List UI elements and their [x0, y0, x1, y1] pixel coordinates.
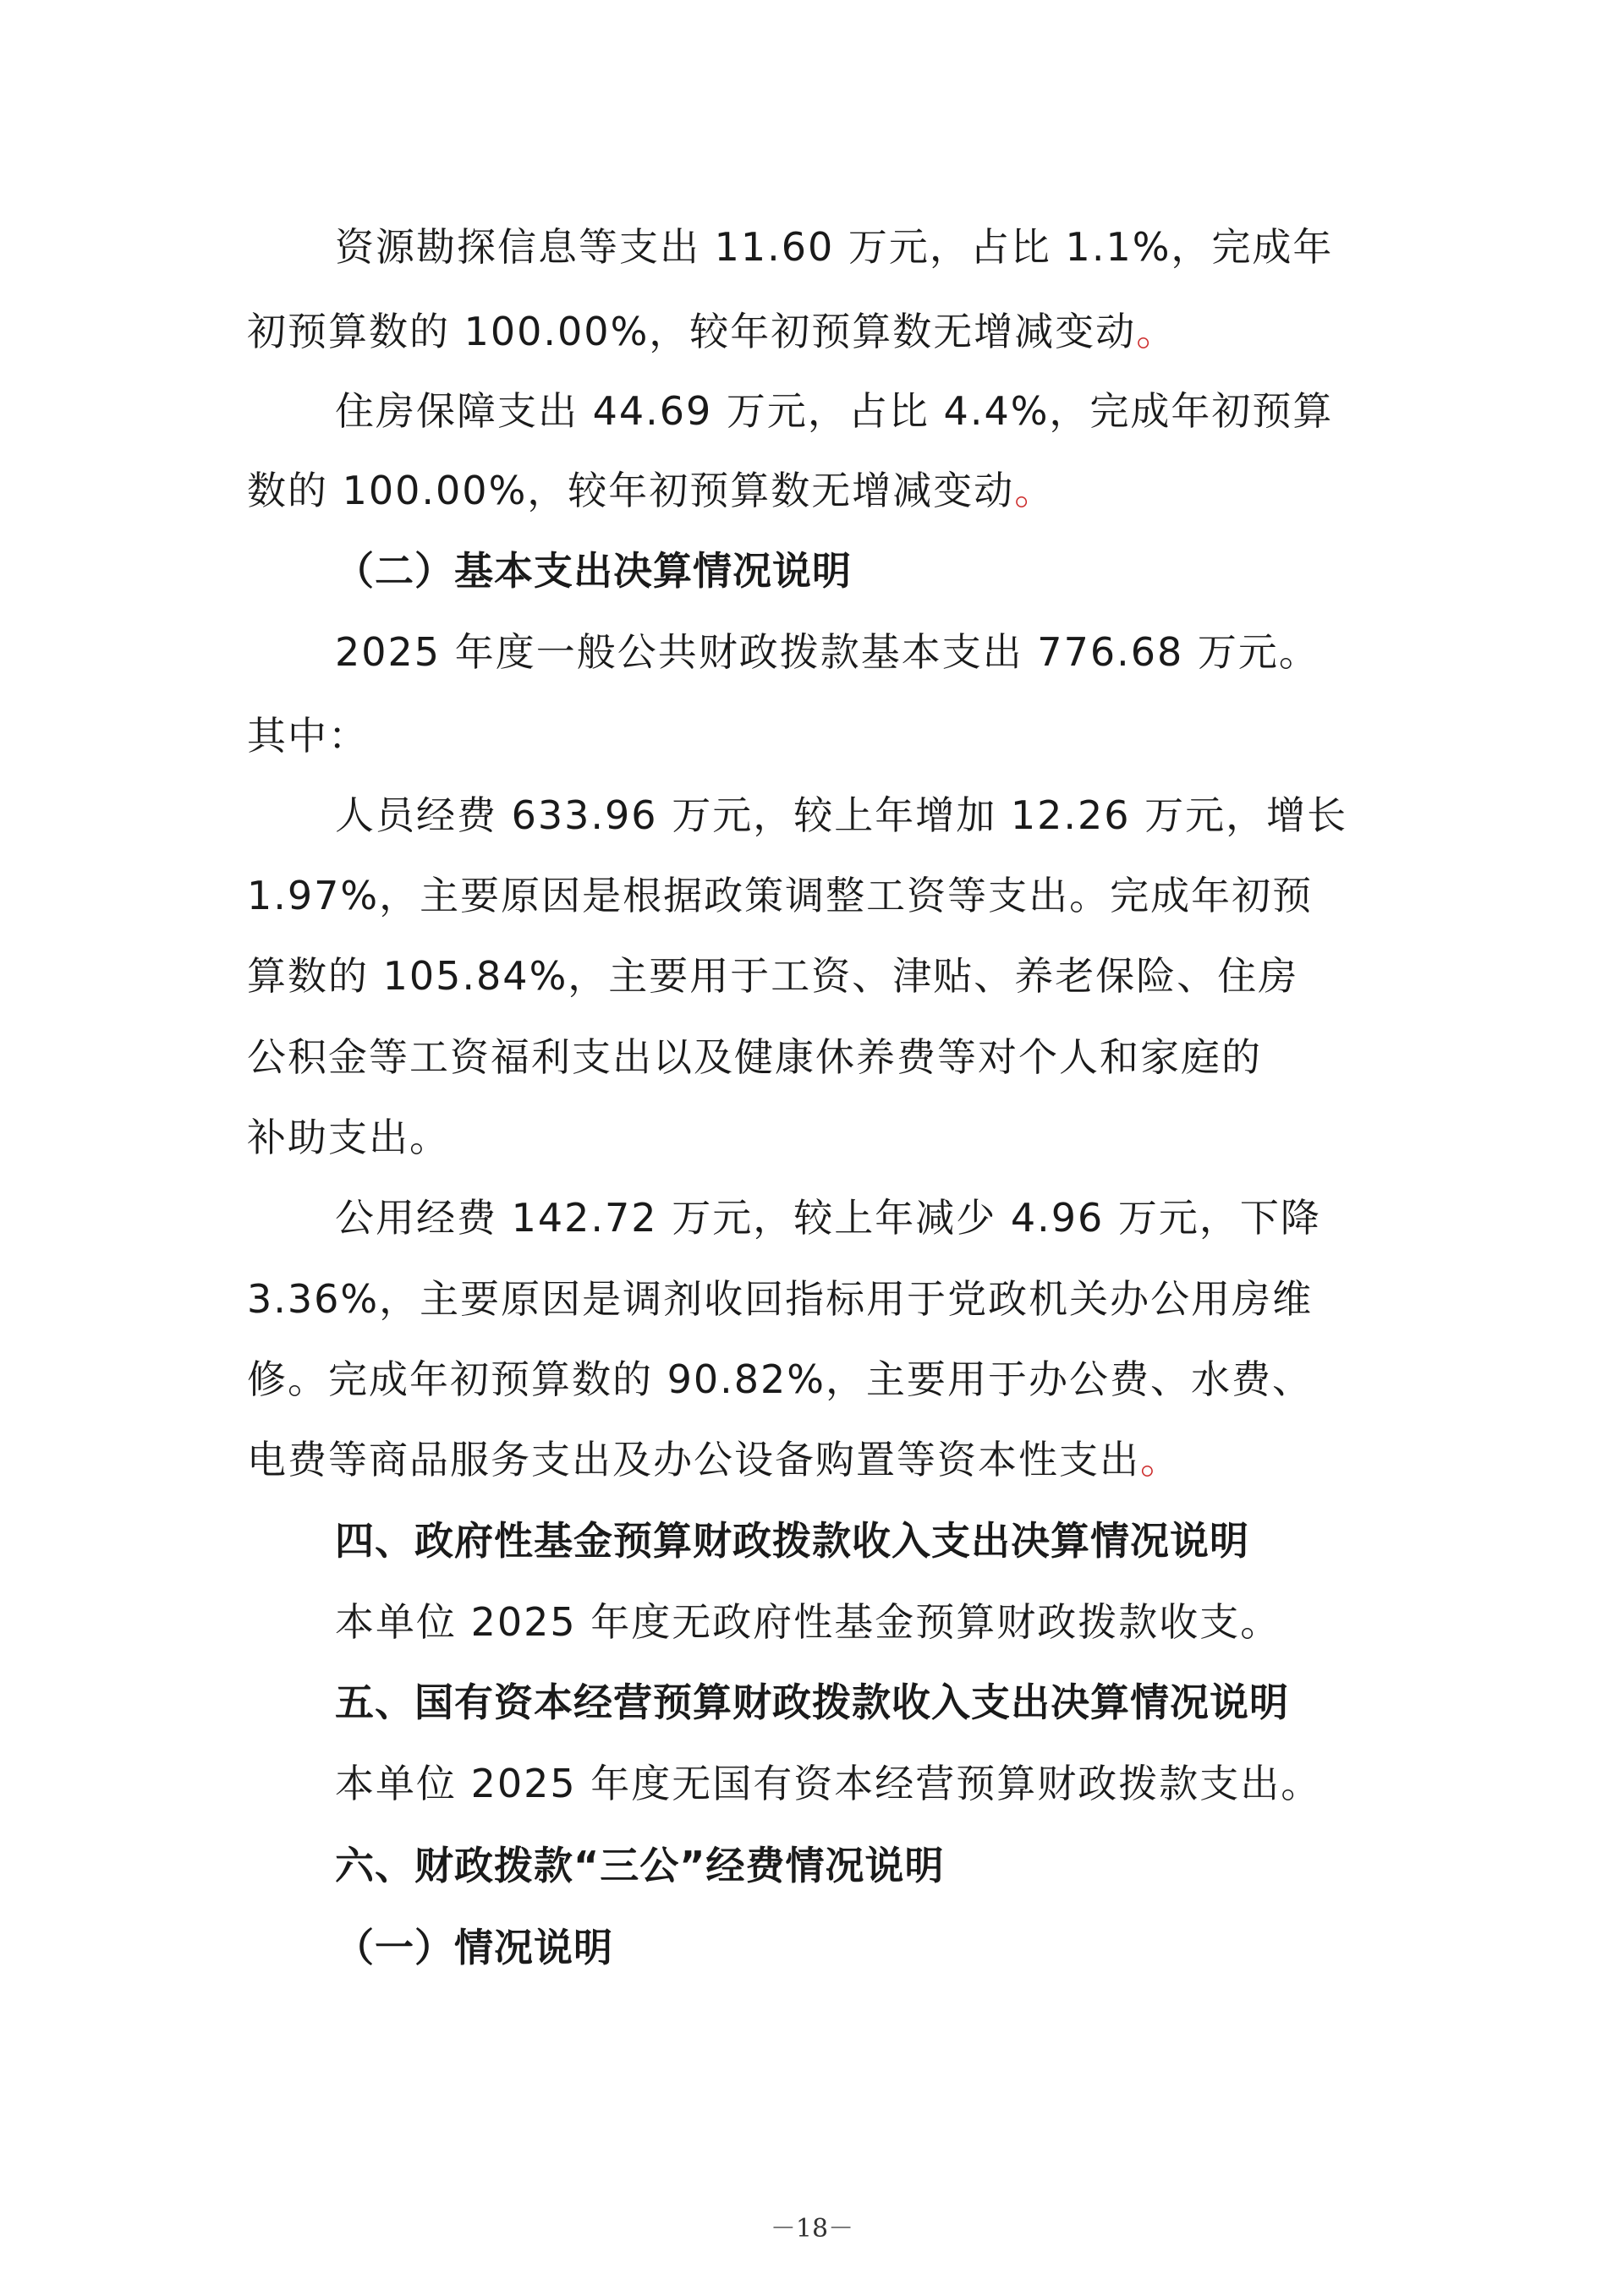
- section-heading: 四、政府性基金预算财政拨款收入支出决算情况说明: [335, 1518, 1249, 1564]
- body-text: 电费等商品服务支出及办公设备购置等资本性支出: [247, 1437, 1140, 1482]
- section-subheading: （二）基本支出决算情况说明: [335, 548, 852, 594]
- body-text: 初预算数的 100.00%，较年初预算数无增减变动: [247, 309, 1137, 354]
- body-line: 公积金等工资福利支出以及健康休养费等对个人和家庭的: [247, 1034, 1262, 1080]
- body-line: 人员经费 633.96 万元，较上年增加 12.26 万元，增长: [335, 792, 1348, 838]
- section-heading: 五、国有资本经营预算财政拨款收入支出决算情况说明: [335, 1680, 1289, 1725]
- body-line: 2025 年度一般公共财政拨款基本支出 776.68 万元。: [335, 629, 1320, 675]
- body-line: 本单位 2025 年度无国有资本经营预算财政拨款支出。: [335, 1761, 1322, 1806]
- body-line: 3.36%，主要原因是调剂收回指标用于党政机关办公用房维: [247, 1276, 1314, 1322]
- body-line: 住房保障支出 44.69 万元，占比 4.4%，完成年初预算: [335, 388, 1334, 434]
- red-punctuation: 。: [1140, 1437, 1181, 1482]
- body-line: 补助支出。: [247, 1115, 450, 1160]
- body-line: [247, 465, 1055, 516]
- body-line: [247, 306, 1177, 357]
- body-line: 算数的 105.84%，主要用于工资、津贴、养老保险、住房: [247, 953, 1299, 999]
- body-line: 修。完成年初预算数的 90.82%，主要用于办公费、水费、: [247, 1356, 1314, 1402]
- body-line: [247, 1434, 1181, 1485]
- section-heading: 六、财政拨款“三公”经费情况说明: [335, 1843, 945, 1888]
- body-line: 资源勘探信息等支出 11.60 万元，占比 1.1%，完成年: [335, 224, 1334, 270]
- section-subheading: （一）情况说明: [335, 1925, 613, 1970]
- body-line: 本单位 2025 年度无政府性基金预算财政拨款收支。: [335, 1599, 1281, 1645]
- body-line: 1.97%，主要原因是根据政策调整工资等支出。完成年初预: [247, 873, 1314, 918]
- body-line: 其中：: [247, 713, 369, 759]
- page-number: －18－: [770, 2214, 854, 2244]
- body-text: 数的 100.00%，较年初预算数无增减变动: [247, 468, 1015, 513]
- body-line: 公用经费 142.72 万元，较上年减少 4.96 万元，下降: [335, 1195, 1321, 1241]
- red-punctuation: 。: [1014, 468, 1056, 513]
- red-punctuation: 。: [1136, 309, 1177, 354]
